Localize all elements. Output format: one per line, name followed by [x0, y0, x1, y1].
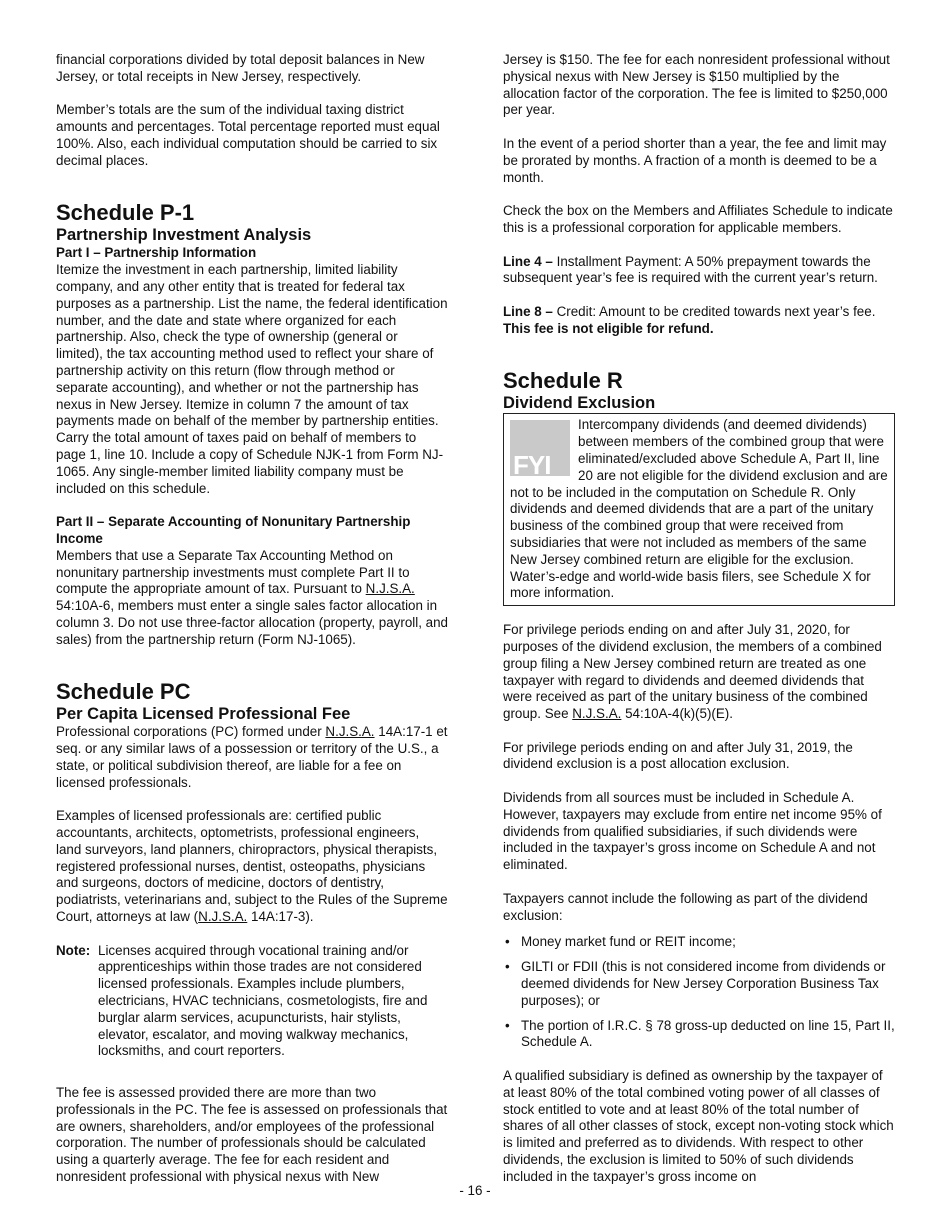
text-span: Members that use a Separate Tax Accounting Method on nonunitary partnership investments must complete Part II to compute the appropriate amount of tax. Pursuant to [56, 547, 410, 597]
schedule-pc-subheading: Per Capita Licensed Professional Fee [56, 705, 351, 724]
paragraph: Taxpayers cannot include the following as part of the dividend exclusion: [503, 890, 868, 923]
fyi-text: Intercompany dividends (and deemed dividends) between members of the combined group that were eliminated/excluded above Schedule A, Part II, line 20 are not eligible for the dividend exclusion and are not to be included in the computation on Schedule R. Only dividends and deemed dividends that are a part of the unitary business of the combined group that were received from subsidiaries that were not included as members of the same New Jersey combined return are eligible for the exclusion. Water’s-edge and world-wide basis filers, see Schedule X for more information. [510, 417, 888, 601]
statute-link: N.J.S.A. [198, 909, 248, 925]
paragraph: The fee is assessed provided there are more than two professionals in the PC. The fee is assessed on professionals that are owners, shareholders, and/or employees of the professional corporation. The number of professionals should be calculated using a quarterly average. The fee for each resident and nonresident professional with physical nexus with New [56, 1085, 448, 1185]
schedule-p1-subheading: Partnership Investment Analysis [56, 226, 312, 245]
schedule-pc-heading: Schedule PC [56, 679, 191, 705]
paragraph: financial corporations divided by total deposit balances in New Jersey, or total receipts in New Jersey, respectively. [56, 52, 425, 84]
text-span: 14A:17-3). [247, 909, 314, 925]
text-span: Professional corporations (PC) formed under [56, 724, 326, 740]
paragraph: In the event of a period shorter than a year, the fee and limit may be prorated by months. A fraction of a month is deemed to be a month. [503, 135, 887, 185]
schedule-r-heading: Schedule R [503, 368, 623, 394]
statute-link: N.J.S.A. [572, 706, 622, 722]
statute-link: N.J.S.A. [325, 724, 375, 740]
note-text: Licenses acquired through vocational training and/or apprenticeships within those trades are not considered licensed professionals. Examples include plumbers, electricians, HVAC technicians, cosmetologists, fire and burglar alarm services, acupuncturists, hair stylists, elevator, escalator, and moving walkway mechanics, locksmiths, and court reporters. [98, 942, 428, 1059]
line8-label: Line 8 – [503, 303, 553, 319]
paragraph [56, 724, 448, 791]
left-column [56, 52, 448, 1203]
text-span: Examples of licensed professionals are: certified public accountants, architects, optometrists, professional engineers, land surveyors, land planners, chiropractors, physical therapists, registered professional nurses, dentist, osteopaths, physicians and surgeons, doctors of medicine, doctors of dentistry, podiatrists, veterinarians and, subject to the Rules of the Supreme Court, attorneys at law ( [56, 808, 448, 925]
paragraph [503, 304, 895, 338]
page-number: - 16 - [459, 1183, 491, 1198]
text-span: 14A:17-1 et seq. or any similar laws of a possession or territory of the U.S., a state, or political subdivision thereof, are liable for a fee on licensed professionals. [56, 724, 448, 790]
paragraph: Dividends from all sources must be included in Schedule A. However, taxpayers may exclude from entire net income 95% of dividends from qualified subsidiaries, if such dividends were included in the taxpayer’s gross income on Schedule A and not eliminated. [503, 790, 882, 873]
paragraph: Itemize the investment in each partnership, limited liability company, and any other entity that is treated for federal tax purposes as a partnership. List the name, the federal identification number, and the date and state where organized for each partnership. Also, check the type of ownership (general or limited), the tax accounting method used to reflect your share of partnership activity on this return (flow through method or separate accounting), and whether or not the partnership has nexus in New Jersey. Itemize in column 7 the amount of tax payments made on behalf of the member by partnership entities. Carry the total amount of taxes paid on behalf of members to page 1, line 10. Include a copy of Schedule NJK-1 from Form NJ-1065. Any single-member limited liability company must be included on this schedule. [56, 262, 448, 496]
part2-title: Part II – Separate Accounting of Nonunitary Partnership Income [56, 514, 411, 546]
paragraph: Jersey is $150. The fee for each nonresident professional without physical nexus with New Jersey is $150 multiplied by the allocation factor of the corporation. The fee is limited to $250,000 per year. [503, 52, 890, 118]
schedule-p1-heading: Schedule P-1 [56, 200, 195, 226]
paragraph: Member’s totals are the sum of the individual taxing district amounts and percentages. Total percentage reported must equal 100%. Also, each individual computation should be carried to six decimal places. [56, 102, 440, 168]
paragraph: A qualified subsidiary is defined as ownership by the taxpayer of at least 80% of the total combined voting power of all classes of stock entitled to vote and at least 80% of the total number of shares of all other classes of stock, except non-voting stock which is limited and preferred as to dividends. With respect to other dividends, the exclusion is limited to 50% of such dividends included in the taxpayer’s gross income on [503, 1068, 894, 1184]
exclusion-list [503, 934, 895, 1051]
part1-title: Part I – Partnership Information [56, 245, 257, 261]
text-span: 54:10A-4(k)(5)(E). [621, 706, 733, 722]
fyi-icon [510, 420, 570, 476]
fyi-label: FYI [513, 449, 551, 477]
refund-note: This fee is not eligible for refund. [503, 320, 714, 336]
schedule-r-subheading: Dividend Exclusion [503, 394, 656, 413]
list-item: • Money market fund or REIT income; [503, 934, 895, 951]
paragraph [503, 622, 895, 723]
note-label: Note: [56, 942, 91, 958]
text-span: 54:10A-6, members must enter a single sales factor allocation in column 3. Do not use three-factor allocation (property, payroll, and sales) from the partnership return (Form NJ-1065). [56, 598, 449, 647]
text-span: Installment Payment: A 50% prepayment towards the subsequent year’s fee is required with the current year’s return. [503, 253, 878, 286]
paragraph: Check the box on the Members and Affiliates Schedule to indicate this is a professional corporation for applicable members. [503, 203, 893, 235]
fyi-box [503, 413, 895, 606]
text-span: Credit: Amount to be credited towards next year’s fee. [552, 303, 876, 319]
list-item: • The portion of I.R.C. § 78 gross-up deducted on line 15, Part II, Schedule A. [503, 1018, 895, 1052]
list-item: • GILTI or FDII (this is not considered income from dividends or deemed dividends for New Jersey Corporation Business Tax purposes); or [503, 959, 895, 1009]
right-column [503, 52, 895, 1202]
paragraph [56, 808, 448, 926]
statute-link: N.J.S.A. [365, 581, 415, 597]
paragraph [503, 254, 895, 288]
note-block [56, 943, 448, 1061]
paragraph [56, 548, 448, 649]
line4-label: Line 4 – [503, 253, 553, 269]
paragraph: For privilege periods ending on and after July 31, 2019, the dividend exclusion is a post allocation exclusion. [503, 739, 853, 772]
text-span: For privilege periods ending on and after July 31, 2020, for purposes of the dividend exclusion, the members of a combined group filing a New Jersey combined return are treated as one taxpayer with regard to dividends and deemed dividends that were received as part of the unitary business of the combined group. See [503, 622, 882, 722]
